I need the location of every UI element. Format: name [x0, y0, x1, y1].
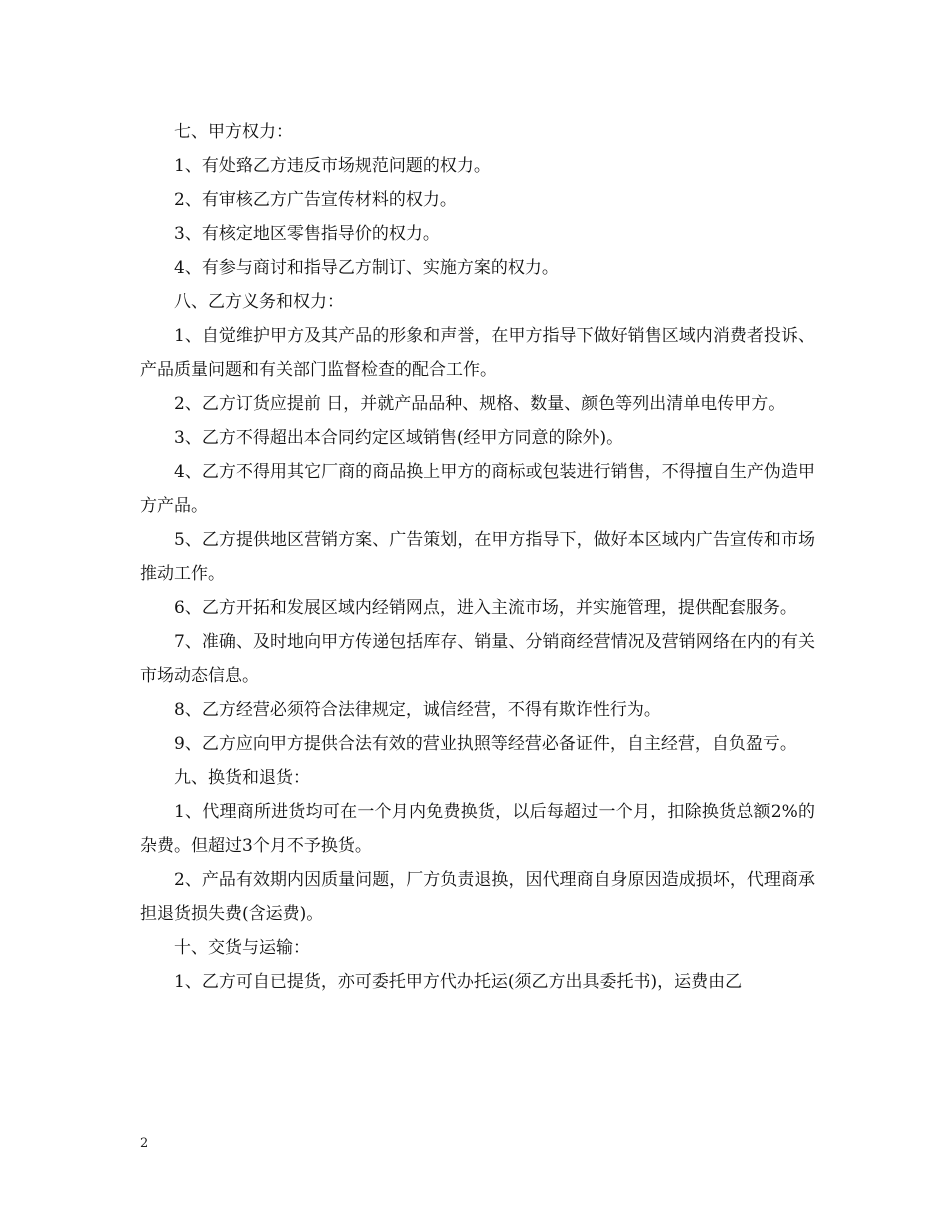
paragraph: 4、乙方不得用其它厂商的商品换上甲方的商标或包装进行销售，不得擅自生产伪造甲方产品。: [140, 462, 815, 516]
paragraph: 8、乙方经营必须符合法律规定，诚信经营，不得有欺诈性行为。: [174, 700, 661, 720]
section-heading-9: 九、换货和退货：: [174, 768, 310, 788]
paragraph: 3、有核定地区零售指导价的权力。: [174, 224, 440, 244]
paragraph: 1、有处臵乙方违反市场规范问题的权力。: [174, 156, 491, 176]
paragraph: 2、乙方订货应提前 日，并就产品品种、规格、数量、颜色等列出清单电传甲方。: [174, 394, 786, 414]
section-heading-10: 十、交货与运输：: [174, 938, 310, 958]
paragraph: 6、乙方开拓和发展区域内经销网点，进入主流市场，并实施管理，提供配套服务。: [174, 598, 797, 618]
paragraph: 1、乙方可自已提货，亦可委托甲方代办托运(须乙方出具委托书)，运费由乙: [174, 972, 743, 992]
paragraph: 9、乙方应向甲方提供合法有效的营业执照等经营必备证件，自主经营，自负盈亏。: [174, 734, 797, 754]
paragraph: 2、产品有效期内因质量问题，厂方负责退换，因代理商自身原因造成损坏，代理商承担退货损失费(含运费)。: [140, 870, 815, 924]
document-body: [140, 115, 815, 999]
paragraph: 1、代理商所进货均可在一个月内免费换货，以后每超过一个月，扣除换货总额2%的杂费。但超过3个月不予换货。: [140, 802, 815, 856]
section-heading-7: 七、甲方权力：: [174, 122, 293, 142]
paragraph: 2、有审核乙方广告宣传材料的权力。: [174, 190, 457, 210]
page-number: 2: [140, 1136, 149, 1151]
paragraph: 7、准确、及时地向甲方传递包括库存、销量、分销商经营情况及营销网络在内的有关市场动态信息。: [140, 632, 815, 686]
section-heading-8: 八、乙方义务和权力：: [174, 292, 344, 312]
paragraph: 1、自觉维护甲方及其产品的形象和声誉，在甲方指导下做好销售区域内消费者投诉、产品质量问题和有关部门监督检查的配合工作。: [140, 326, 815, 380]
paragraph: 4、有参与商讨和指导乙方制订、实施方案的权力。: [174, 258, 559, 278]
paragraph: 5、乙方提供地区营销方案、广告策划，在甲方指导下，做好本区域内广告宣传和市场推动工作。: [140, 530, 815, 584]
paragraph: 3、乙方不得超出本合同约定区域销售(经甲方同意的除外)。: [174, 428, 624, 448]
